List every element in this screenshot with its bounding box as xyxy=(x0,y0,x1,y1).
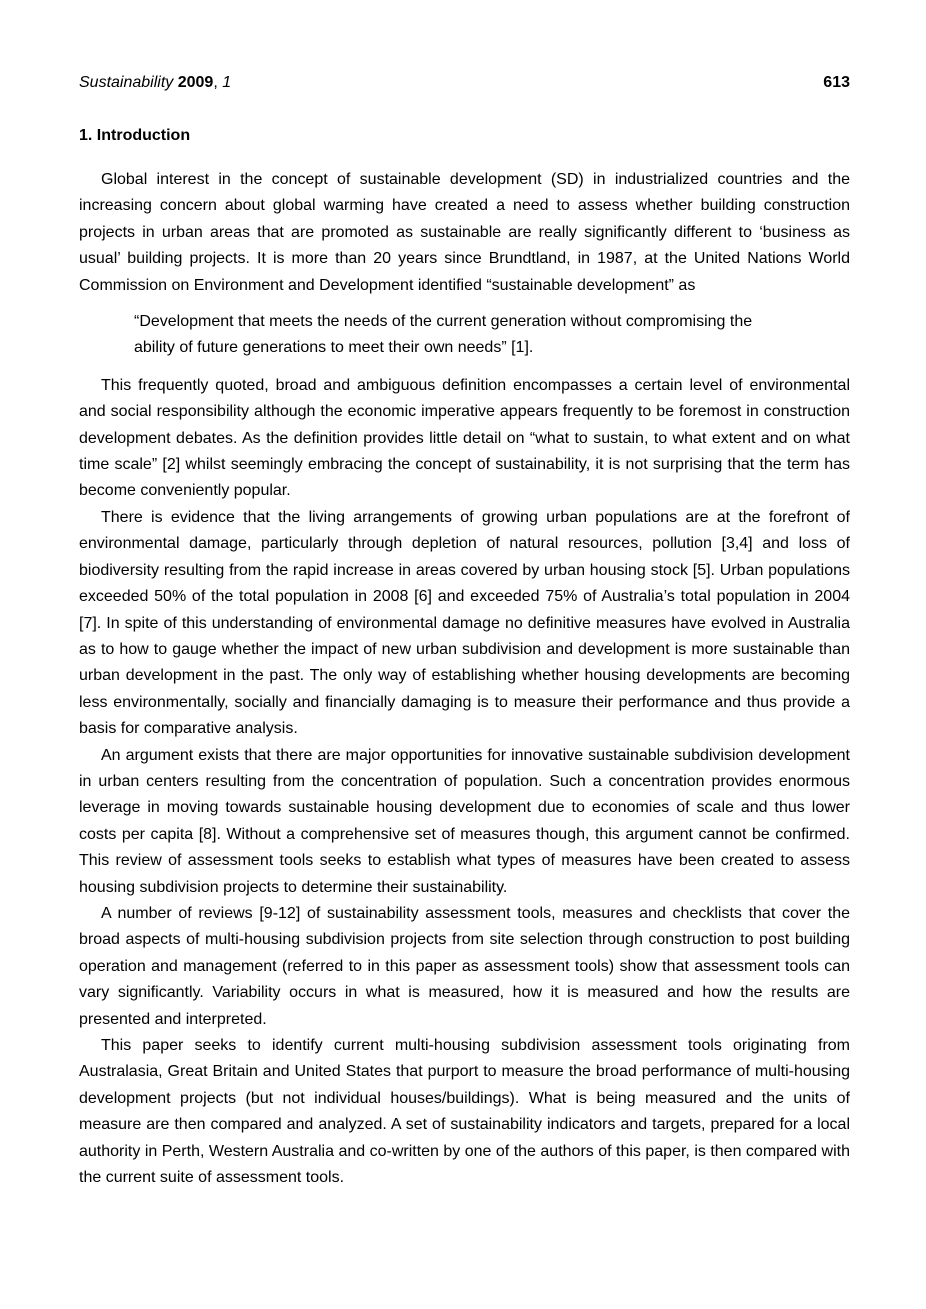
journal-name: Sustainability xyxy=(79,74,174,91)
paragraph-3: There is evidence that the living arrangements of growing urban populations are at the forefront of environmental damage, particularly through depletion of natural resources, pollution [3,4] and loss of biodiversity resulting from the rapid increase in areas covered by urban housing stock [5]. Urban populations exceeded 50% of the total population in 2008 [6] and exceeded 75% of Australia’s total population in 2004 [7]. In spite of this understanding of environmental damage no definitive measures have evolved in Australia as to how to gauge whether the impact of new urban subdivision and development is more sustainable than urban development in the past. The only way of establishing whether housing developments are becoming less environmentally, socially and financially damaging is to measure their performance and thus provide a basis for comparative analysis. xyxy=(79,508,850,738)
journal-citation: Sustainability 2009, 1 xyxy=(79,74,232,91)
page-number: 613 xyxy=(823,74,850,91)
journal-volume: 1 xyxy=(222,74,232,91)
section-body xyxy=(79,167,850,1191)
paragraph-5: A number of reviews [9-12] of sustainability assessment tools, measures and checklists that cover the broad aspects of multi-housing subdivision projects from site selection through construction to post building operation and management (referred to in this paper as assessment tools) show that assessment tools can vary significantly. Variability occurs in what is measured, how it is measured and how the results are presented and interpreted. xyxy=(79,904,850,1028)
section-heading: 1. Introduction xyxy=(79,127,191,144)
paragraph-2: This frequently quoted, broad and ambiguous definition encompasses a certain level of environmental and social responsibility although the economic imperative appears frequently to be foremost in construction development debates. As the definition provides little detail on “what to sustain, to what extent and on what time scale” [2] whilst seemingly embracing the concept of sustainability, it is not surprising that the term has become conveniently popular. xyxy=(79,376,850,500)
paragraph-6: This paper seeks to identify current multi-housing subdivision assessment tools originating from Australasia, Great Britain and United States that purport to measure the broad performance of multi-housing development projects (but not individual houses/buildings). What is being measured and the units of measure are then compared and analyzed. A set of sustainability indicators and targets, prepared for a local authority in Perth, Western Australia and co-written by one of the authors of this paper, is then compared with the current suite of assessment tools. xyxy=(79,1037,850,1187)
paragraph-1: Global interest in the concept of sustainable development (SD) in industrialized countries and the increasing concern about global warming have created a need to assess whether building construction projects in urban areas that are promoted as sustainable are really significantly different to ‘business as usual’ building projects. It is more than 20 years since Brundtland, in 1987, at the United Nations World Commission on Environment and Development identified “sustainable development” as xyxy=(79,171,850,294)
block-quote: “Development that meets the needs of the current generation without compromising the ability of future generations to meet their own needs” [1]. xyxy=(134,313,753,357)
journal-year: 2009 xyxy=(177,74,214,91)
running-header xyxy=(79,72,850,94)
paragraph-4: An argument exists that there are major opportunities for innovative sustainable subdivision development in urban centers resulting from the concentration of population. Such a concentration provides enormous leverage in moving towards sustainable housing development due to economies of scale and thus lower costs per capita [8]. Without a comprehensive set of measures though, this argument cannot be confirmed. This review of assessment tools seeks to establish what types of measures have been created to assess housing subdivision projects to determine their sustainability. xyxy=(79,746,850,896)
